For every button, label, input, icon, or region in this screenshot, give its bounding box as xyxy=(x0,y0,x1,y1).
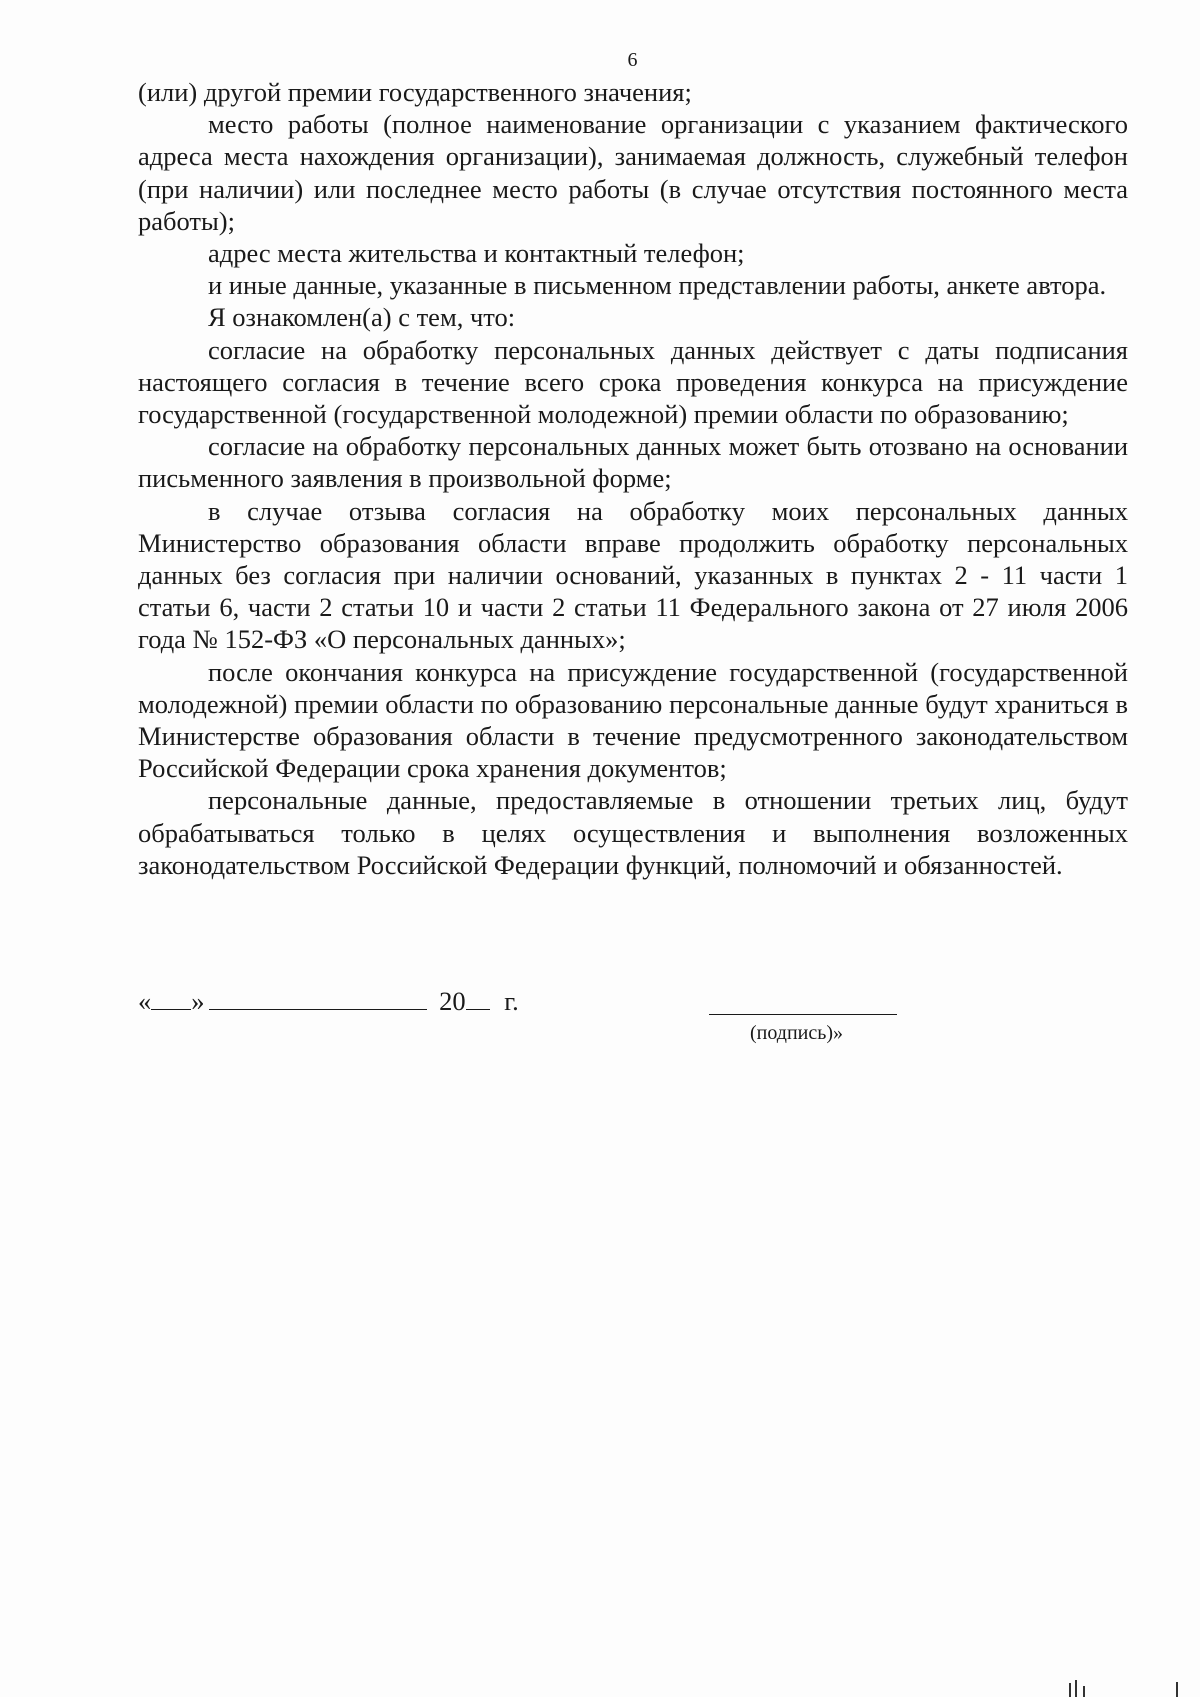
signature-line xyxy=(709,1014,897,1015)
year-prefix: 20 xyxy=(439,986,466,1016)
signature-caption: (подпись)» xyxy=(750,1022,844,1044)
scan-artifact xyxy=(1069,1683,1071,1697)
scan-artifact xyxy=(1083,1686,1085,1697)
scan-artifact xyxy=(1075,1680,1077,1697)
paragraph-acknowledgement: Я ознакомлен(а) с тем, что: xyxy=(208,302,516,333)
date-open-quote: « xyxy=(138,986,152,1016)
paragraph-workplace: место работы (полное наименование организации с указанием фактического адреса места нахождения организации), занимаемая должность, служебный телефон (при наличии) или последнее место работы (в случае отсутствия постоянного места работы); xyxy=(138,109,1128,236)
date-close-quote: » xyxy=(191,986,205,1016)
day-blank xyxy=(151,987,191,1010)
page-number: 6 xyxy=(627,49,638,71)
month-blank xyxy=(209,987,427,1010)
paragraph-address: адрес места жительства и контактный телефон; xyxy=(208,238,745,269)
scan-artifact xyxy=(1176,1682,1178,1697)
paragraph-continuation: (или) другой премии государственного значения; xyxy=(138,77,692,107)
paragraph-other-data: и иные данные, указанные в письменном представлении работы, анкете автора. xyxy=(208,270,1107,301)
year-suffix: г. xyxy=(504,986,519,1016)
date-line xyxy=(138,985,519,1017)
year-blank xyxy=(466,987,490,1010)
document-body xyxy=(138,76,1128,881)
paragraph-third-parties: персональные данные, предоставляемые в отношении третьих лиц, будут обрабатываться только в целях осуществления и выполнения возложенных законодательством Российской Федерации функций, полномочий и обязанностей. xyxy=(138,785,1128,880)
paragraph-consent-revocation: согласие на обработку персональных данных может быть отозвано на основании письменного заявления в произвольной форме; xyxy=(138,431,1128,494)
paragraph-revocation-consequences: в случае отзыва согласия на обработку моих персональных данных Министерство образования области вправе продолжить обработку персональных данных без согласия при наличии оснований, указанных в пунктах 2 - 11 части 1 статьи 6, части 2 статьи 10 и части 2 статьи 11 Федерального закона от 27 июля 2006 года № 152-ФЗ «О персональных данных»; xyxy=(138,495,1128,655)
paragraph-data-storage: после окончания конкурса на присуждение государственной (государственной молодежной) премии области по образованию персональные данные будут храниться в Министерстве образования области в течение предусмотренного законодательством Российской Федерации срока хранения документов; xyxy=(138,656,1128,784)
paragraph-consent-validity: согласие на обработку персональных данных действует с даты подписания настоящего согласия в течение всего срока проведения конкурса на присуждение государственной (государственной молодежной) премии области по образованию; xyxy=(138,334,1128,430)
